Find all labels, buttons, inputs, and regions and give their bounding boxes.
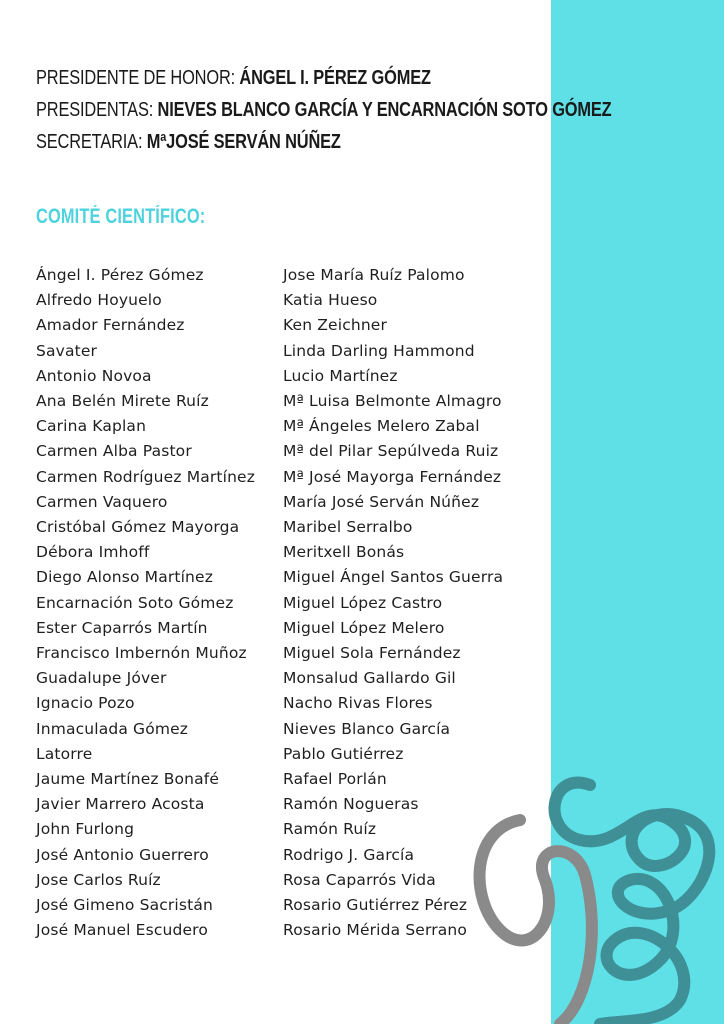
committee-member: Katia Hueso	[283, 291, 378, 310]
committee-member: Ramón Ruíz	[283, 820, 377, 839]
committee-member: Rosa Caparrós Vida	[283, 870, 436, 889]
committee-member: Inmaculada Gómez	[36, 719, 189, 738]
committee-member: Miguel Ángel Santos Guerra	[283, 568, 504, 587]
committee-member: Carmen Rodríguez Martínez	[36, 467, 256, 486]
committee-member: Ángel I. Pérez Gómez	[36, 266, 204, 284]
committee-member: José Gimeno Sacristán	[36, 896, 213, 915]
honorary-president-name: ÁNGEL I. PÉREZ GÓMEZ	[239, 67, 431, 89]
presidents-role: PRESIDENTAS:	[36, 99, 154, 121]
committee-member: Rafael Porlán	[283, 770, 387, 789]
presidents-line	[36, 94, 612, 126]
committee-member: Ignacio Pozo	[36, 694, 135, 713]
committee-member: Jaume Martínez Bonafé	[36, 770, 220, 789]
committee-member: Débora Imhoff	[36, 543, 150, 562]
committee-member: Rosario Gutiérrez Pérez	[283, 896, 468, 915]
presidents-names: NIEVES BLANCO GARCÍA Y ENCARNACIÓN SOTO GÓMEZ	[157, 99, 612, 121]
committee-member: Carina Kaplan	[36, 417, 147, 436]
committee-member: José Manuel Escudero	[36, 921, 208, 940]
committee-member: Javier Marrero Acosta	[36, 795, 205, 814]
committee-member: José Antonio Guerrero	[36, 845, 209, 864]
committee-member: Jose Carlos Ruíz	[36, 870, 161, 889]
committee-member: Mª José Mayorga Fernández	[283, 467, 502, 486]
honorary-president-role: PRESIDENTE DE HONOR:	[36, 67, 236, 89]
committee-member: Encarnación Soto Gómez	[36, 593, 234, 612]
committee-right-column	[283, 263, 503, 943]
committee-member: Ester Caparrós Martín	[36, 618, 208, 637]
secretary-line	[36, 126, 561, 158]
committee-member: Miguel López Melero	[283, 618, 445, 637]
committee-member: Guadalupe Jóver	[36, 669, 167, 688]
committee-member: Rosario Mérida Serrano	[283, 921, 468, 940]
committee-member: Jose María Ruíz Palomo	[283, 266, 465, 284]
committee-member: Rodrigo J. García	[283, 845, 415, 864]
committee-member: Monsalud Gallardo Gil	[283, 669, 456, 688]
committee-member: Mª del Pilar Sepúlveda Ruiz	[283, 442, 499, 461]
committee-member: Carmen Vaquero	[36, 492, 168, 511]
committee-member: Francisco Imbernón Muñoz	[36, 644, 247, 663]
committee-member: Nieves Blanco García	[283, 719, 451, 738]
committee-member: Pablo Gutiérrez	[283, 744, 404, 763]
committee-member: Amador Fernández	[36, 316, 185, 335]
committee-member: Ana Belén Mirete Ruíz	[36, 392, 209, 411]
honorary-president-line	[36, 62, 561, 94]
organizers-header	[36, 62, 612, 158]
committee-member: Mª Ángeles Melero Zabal	[283, 417, 480, 436]
secretary-name: MªJOSÉ SERVÁN NÚÑEZ	[146, 131, 341, 153]
committee-member: Ken Zeichner	[283, 316, 388, 335]
committee-member: María José Serván Núñez	[283, 492, 480, 511]
committee-member: Maribel Serralbo	[283, 518, 413, 537]
committee-member: Mª Luisa Belmonte Almagro	[283, 392, 502, 411]
committee-member: Carmen Alba Pastor	[36, 442, 192, 461]
committee-member: Miguel López Castro	[283, 593, 443, 612]
committee-member: Nacho Rivas Flores	[283, 694, 433, 713]
committee-member: Savater	[36, 341, 98, 360]
committee-member: Diego Alonso Martínez	[36, 568, 214, 587]
committee-member: Ramón Nogueras	[283, 795, 419, 814]
committee-member: Antonio Novoa	[36, 366, 152, 385]
committee-member: Cristóbal Gómez Mayorga	[36, 518, 240, 537]
committee-member: John Furlong	[36, 820, 135, 839]
committee-left-column	[36, 263, 255, 943]
committee-member: Miguel Sola Fernández	[283, 644, 461, 663]
committee-member: Alfredo Hoyuelo	[36, 291, 162, 310]
committee-member: Lucio Martínez	[283, 366, 398, 385]
committee-member: Latorre	[36, 744, 93, 763]
committee-title: COMITÉ CIENTÍFICO:	[36, 205, 206, 228]
secretary-role: SECRETARIA:	[36, 131, 143, 153]
committee-member: Meritxell Bonás	[283, 543, 405, 562]
committee-member: Linda Darling Hammond	[283, 341, 475, 360]
